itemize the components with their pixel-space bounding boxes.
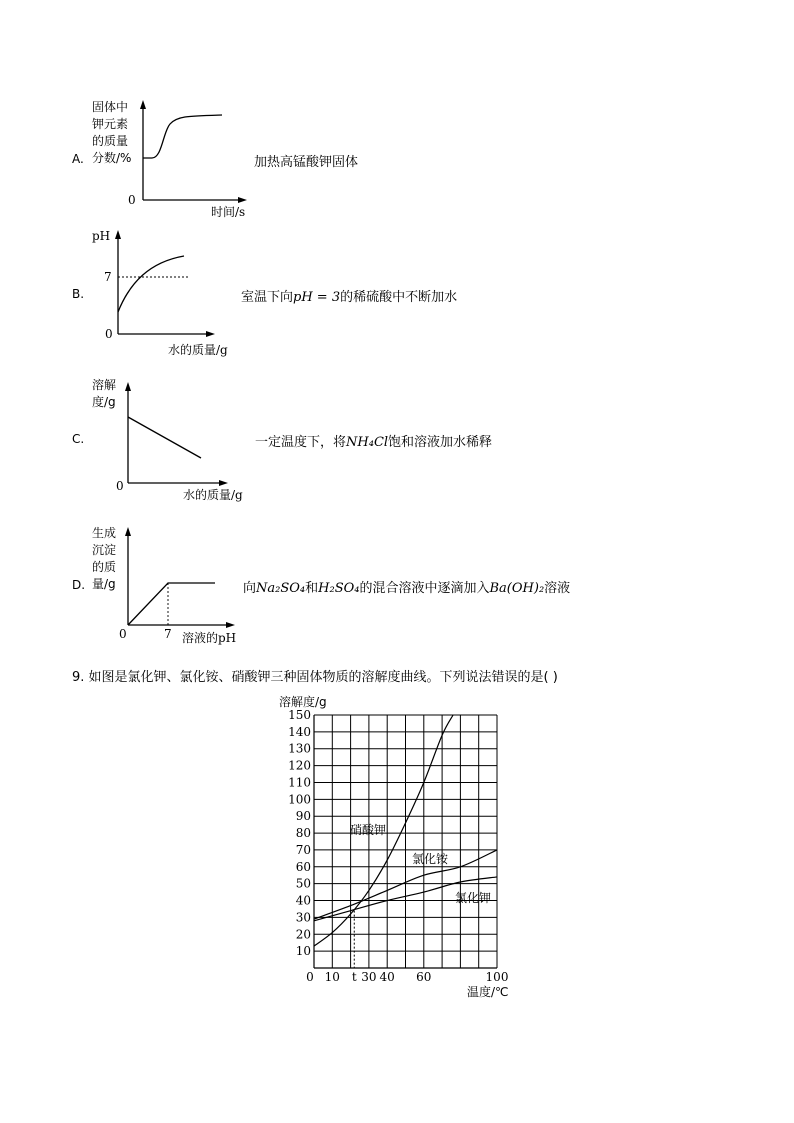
x-tick-label: 100	[485, 970, 509, 984]
x-axis-label: 温度/℃	[467, 985, 509, 999]
question-9-text: 9. 如图是氯化钾、氯化铵、硝酸钾三种固体物质的溶解度曲线。下列说法错误的是( )	[72, 670, 558, 685]
origin-label: 0	[119, 627, 127, 641]
option-letter: A.	[72, 152, 84, 166]
x-tick-label: 30	[361, 970, 377, 984]
option-letter: D.	[72, 578, 86, 592]
y-tick-label: 150	[288, 708, 311, 722]
x-tick-label: 60	[416, 970, 432, 984]
y-tick-label: 130	[288, 741, 311, 756]
series-label: 氯化钾	[455, 891, 492, 905]
y-tick-label: 120	[288, 758, 311, 773]
x-tick-label: 7	[164, 627, 172, 641]
option-description: 一定温度下，将NH₄Cl饱和溶液加水稀释	[255, 435, 493, 450]
series-label: 氯化铵	[412, 852, 449, 866]
y-tick-label: 40	[295, 893, 311, 908]
origin-label: 0	[128, 193, 136, 207]
option-description: 加热高锰酸钾固体	[254, 155, 359, 170]
x-tick-label: 0	[306, 970, 314, 984]
x-axis-label: 溶液的pH	[182, 631, 237, 645]
option-description: 向Na₂SO₄和H₂SO₄的混合溶液中逐滴加入Ba(OH)₂溶液	[243, 581, 571, 596]
x-axis-label: 水的质量/g	[183, 488, 243, 502]
y-tick-label: 30	[295, 910, 311, 925]
option-letter: C.	[72, 432, 85, 446]
y-tick-label: 70	[295, 842, 311, 857]
option-description: 室温下向pH = 3的稀硫酸中不断加水	[241, 290, 458, 305]
y-axis-label: 生成 沉淀 的质 量/g	[92, 526, 117, 591]
option-letter: B.	[72, 287, 85, 301]
series-label: 硝酸钾	[350, 823, 387, 837]
y-tick-label: 60	[295, 859, 311, 874]
y-tick-label: 50	[295, 876, 311, 891]
y-tick-label: 100	[288, 792, 311, 807]
x-tick-label: 10	[324, 970, 340, 984]
y-tick-label: 90	[295, 809, 311, 824]
origin-label: 0	[105, 327, 113, 341]
y-axis-label: pH	[92, 229, 111, 243]
origin-label: 0	[116, 479, 124, 493]
x-axis-label: 水的质量/g	[168, 343, 228, 357]
y-tick-label: 10	[295, 944, 311, 959]
y-axis-label: 溶解度/g	[279, 695, 327, 709]
x-tick-label: 40	[379, 970, 395, 984]
y-tick-label: 7	[104, 270, 112, 284]
y-axis-label: 溶解 度/g	[92, 378, 117, 409]
x-axis-label: 时间/s	[211, 205, 246, 219]
y-tick-label: 20	[295, 927, 311, 942]
x-tick-label: t	[351, 970, 357, 984]
y-axis-label: 固体中 钾元素 的质量 分数/%	[92, 100, 132, 165]
y-tick-label: 140	[288, 724, 311, 739]
y-tick-label: 110	[288, 775, 311, 790]
y-tick-label: 80	[295, 826, 311, 841]
